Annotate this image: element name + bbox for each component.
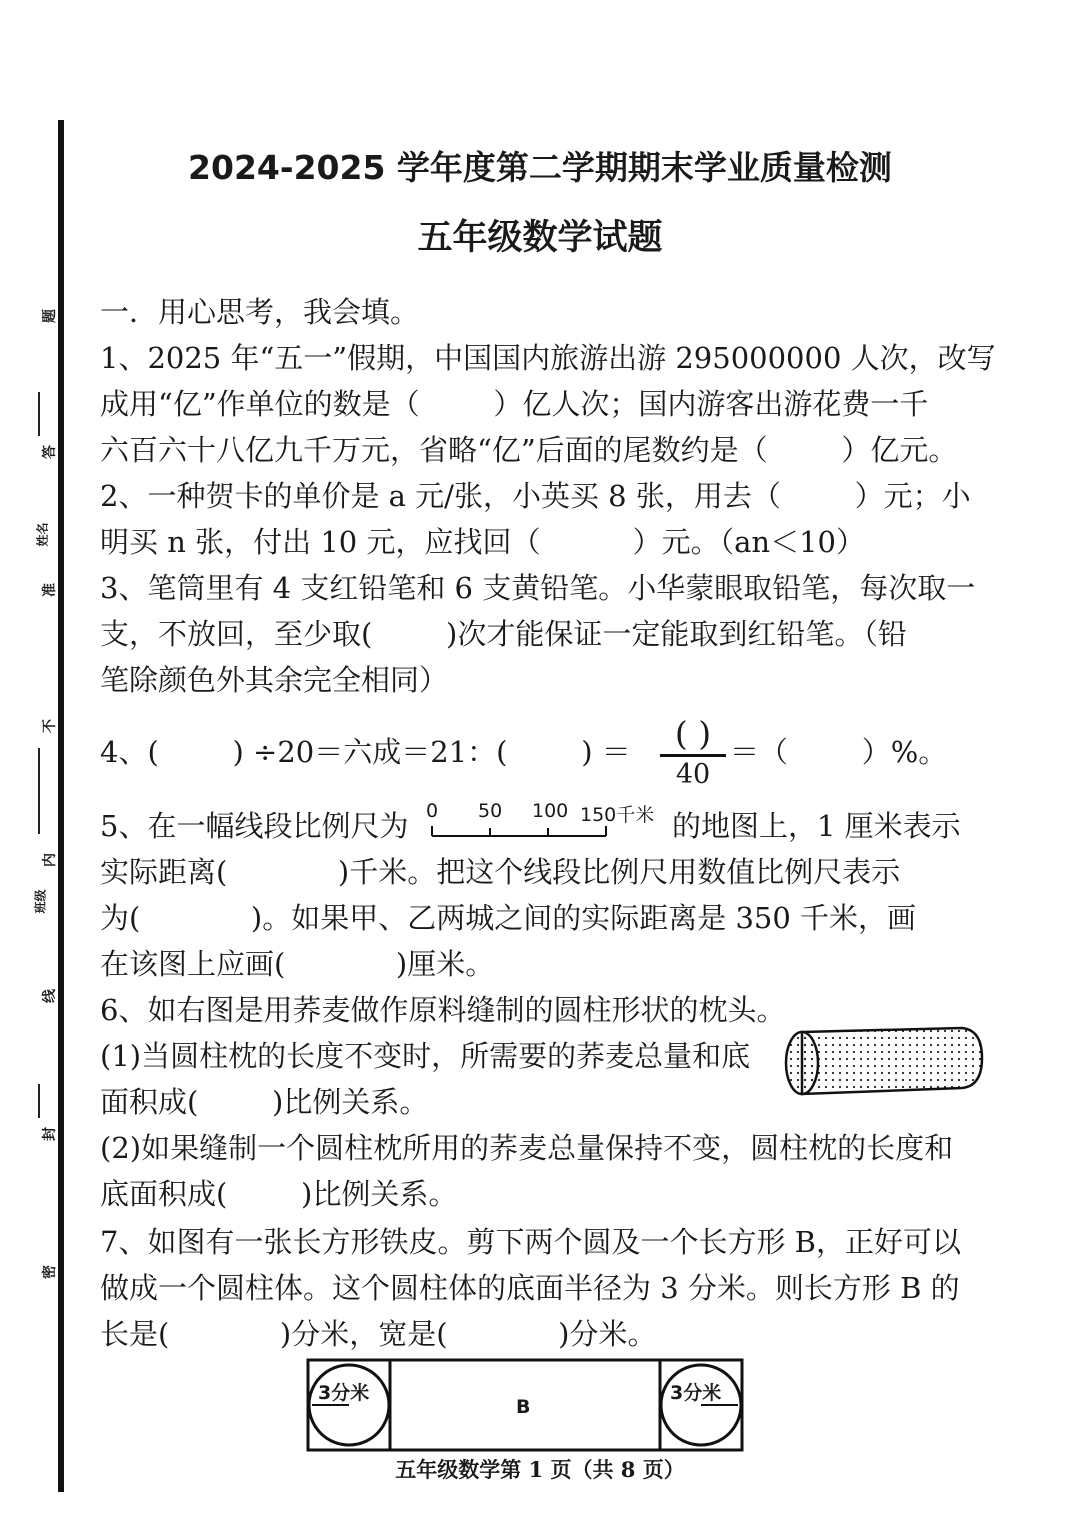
exam-title: 2024-2025 学年度第二学期期末学业质量检测 bbox=[188, 148, 892, 187]
q1-line-2: 成用“亿”作单位的数是（ ）亿人次；国内游客出游花费一千 bbox=[100, 387, 929, 421]
scale-label-100: 100 bbox=[532, 800, 569, 822]
margin-word-bu: 不 bbox=[42, 719, 58, 733]
margin-word-mi: 密 bbox=[42, 1265, 58, 1279]
q4-fraction-numerator: ( ) bbox=[674, 714, 712, 753]
q6-line-3: 面积成( )比例关系。 bbox=[100, 1085, 429, 1119]
margin-field-class: 班级 bbox=[33, 889, 48, 914]
q4-tail: ＝（ ）%。 bbox=[730, 735, 948, 769]
margin-word-ti: 题 bbox=[42, 309, 58, 323]
rectangle-sheet-figure bbox=[306, 1358, 744, 1456]
q5-line-3: 为( )。如果甲、乙两城之间的实际距离是 350 千米，画 bbox=[100, 901, 917, 935]
q6-line-2: (1)当圆柱枕的长度不变时，所需要的荞麦总量和底 bbox=[100, 1039, 751, 1073]
page-footer: 五年级数学第 1 页（共 8 页） bbox=[395, 1457, 685, 1482]
margin-field-name: 姓名 bbox=[35, 522, 50, 547]
scale-label-150: 150千米 bbox=[580, 804, 655, 826]
cylinder-pillow-figure bbox=[782, 1022, 986, 1102]
q7-line-2: 做成一个圆柱体。这个圆柱体的底面半径为 3 分米。则长方形 B 的 bbox=[100, 1271, 960, 1305]
q3-line-3: 笔除颜色外其余完全相同） bbox=[100, 663, 449, 697]
margin-word-xian: 线 bbox=[42, 989, 58, 1003]
q1-line-1: 1、2025 年“五一”假期，中国国内旅游出游 295000000 人次，改写 bbox=[100, 341, 996, 375]
margin-word-zhun: 准 bbox=[42, 583, 58, 597]
q4-equation: 4、( ) ÷20＝六成＝21：( ) ＝ bbox=[100, 735, 631, 769]
q2-line-2: 明买 n 张，付出 10 元，应找回（ ）元。（an＜10） bbox=[100, 525, 866, 559]
q7-line-1: 7、如图有一张长方形铁皮。剪下两个圆及一个长方形 B，正好可以 bbox=[100, 1225, 961, 1259]
left-circle-radius-label: 3分米 bbox=[318, 1382, 370, 1404]
margin-rule-class bbox=[38, 748, 40, 834]
line-segment-scale bbox=[426, 800, 666, 844]
rectangle-b-label: B bbox=[516, 1396, 531, 1418]
scale-bar bbox=[426, 820, 666, 844]
q5-suffix: 的地图上，1 厘米表示 bbox=[672, 809, 961, 843]
right-circle-radius-label: 3分米 bbox=[670, 1382, 722, 1404]
margin-rule-name bbox=[38, 392, 40, 436]
binding-margin-line bbox=[58, 120, 64, 1492]
q5-line-2: 实际距离( )千米。把这个线段比例尺用数值比例尺表示 bbox=[100, 855, 901, 889]
scale-label-0: 0 bbox=[426, 800, 439, 822]
q5-prefix: 5、在一幅线段比例尺为 bbox=[100, 809, 409, 843]
q4-fraction-denominator: 40 bbox=[675, 759, 711, 790]
exam-subtitle: 五年级数学试题 bbox=[417, 218, 663, 258]
q2-line-1: 2、一种贺卡的单价是 a 元/张，小英买 8 张，用去（ ）元；小 bbox=[100, 479, 971, 513]
q3-line-2: 支，不放回，至少取( )次才能保证一定能取到红铅笔。（铅 bbox=[100, 617, 907, 651]
margin-word-da: 答 bbox=[42, 445, 58, 459]
margin-rule-id bbox=[38, 1084, 40, 1118]
q6-line-1: 6、如右图是用荞麦做作原料缝制的圆柱形状的枕头。 bbox=[100, 993, 786, 1027]
q7-line-3: 长是( )分米，宽是( )分米。 bbox=[100, 1317, 657, 1351]
margin-word-nei: 内 bbox=[42, 853, 58, 867]
q5-line-4: 在该图上应画( )厘米。 bbox=[100, 947, 495, 981]
q6-line-4: (2)如果缝制一个圆柱枕所用的荞麦总量保持不变，圆柱枕的长度和 bbox=[100, 1131, 954, 1165]
margin-word-feng: 封 bbox=[42, 1127, 58, 1141]
q4-fraction-bar bbox=[660, 754, 726, 757]
scale-label-50: 50 bbox=[478, 800, 503, 822]
section-heading: 一．用心思考，我会填。 bbox=[100, 295, 420, 329]
q3-line-1: 3、笔筒里有 4 支红铅笔和 6 支黄铅笔。小华蒙眼取铅笔，每次取一 bbox=[100, 571, 976, 605]
q4-fraction bbox=[660, 716, 726, 791]
q6-line-5: 底面积成( )比例关系。 bbox=[100, 1177, 458, 1211]
q1-line-3: 六百六十八亿九千万元，省略“亿”后面的尾数约是（ ）亿元。 bbox=[100, 433, 958, 467]
